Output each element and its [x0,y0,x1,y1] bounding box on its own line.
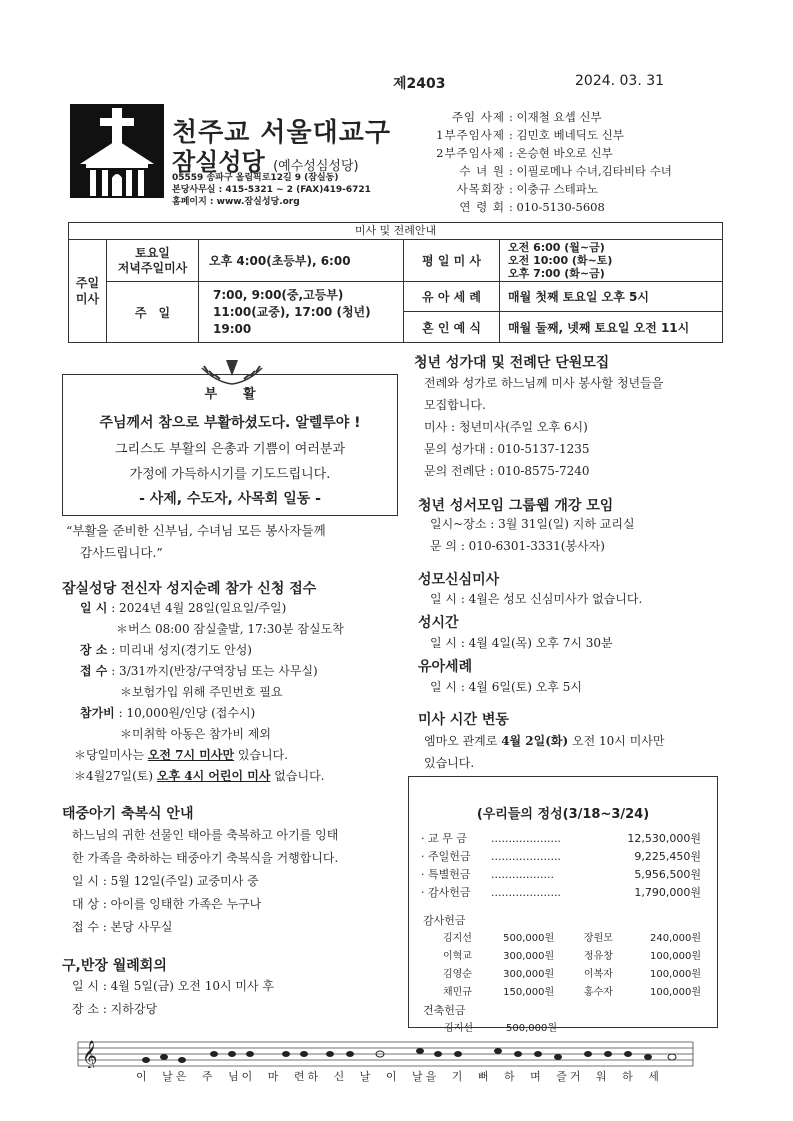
baby-line-2: 한 가족을 축하하는 태중아기 축복식을 거행합니다. [72,851,339,865]
holy-hour-body: 일 시 : 4월 4일(목) 오후 7시 30분 [430,636,613,650]
saturday-mass-time: 오후 4:00(초등부), 6:00 [199,240,404,282]
bible-study-heading: 청년 성서모임 그룹웹 개강 모임 [418,498,614,514]
date-value: : 2024년 4월 28일(일요일/주일) [111,601,287,615]
holy-hour-heading: 성시간 [418,615,459,631]
church-logo [70,104,164,198]
easter-greeting-box [62,374,398,516]
staff-row: 사목회장 : 이충규 스테파노 [456,182,598,196]
issue-date: 2024. 03. 31 [575,73,665,89]
baby-line-1: 하느님의 귀한 선물인 태아를 축복하고 아기를 잉태 [72,828,339,842]
parish-subname: (예수성심성당) [273,159,359,174]
easter-signature: - 사제, 수도자, 사목회 일동 - [139,491,321,507]
building-heading: 건축헌금 [423,1004,466,1017]
place-value: : 미리내 성지(경기도 안성) [111,643,252,657]
pilgrimage-heading: 잠실성당 전신자 성지순례 참가 신청 접수 [62,581,317,597]
wedding-label: 혼 인 예 식 [404,312,500,342]
staff-row: 수 녀 원 : 이필로메나 수녀,김타비타 수녀 [459,164,672,178]
offering-heading: (우리들의 정성(3/18~3/24) [476,807,650,822]
gift-row: 김영순 300,000원 이복자 100,000원 [442,969,701,980]
staff-list [430,108,672,216]
mass-change-body [424,730,664,774]
mass-change-line-1: 엠마오 관계로 4월 2일(화) 오전 10시 미사만 [424,734,665,748]
staff-row: 주임 사제 : 이재철 요셉 신부 [451,110,602,124]
baby-line-5: 접 수 : 본당 사무실 [72,920,173,934]
easter-line-1: 주님께서 참으로 부활하셨도다. 알렐루야 ! [99,415,361,431]
song-lyrics: 이 날은 주 님이 마 련하 신 날 이 날을 기 뻐 하 며 즐거 워 하 세 [136,1070,662,1083]
offering-row: · 교 무 금 .................... 12,530,000원 [421,832,701,845]
offering-row: · 주일헌금 .................... 9,225,450원 [421,850,701,863]
meeting-line-2: 장 소 : 지하강당 [72,1002,158,1016]
meeting-body [72,975,274,1021]
easter-title: 부 활 [204,387,256,402]
sunday-mass-label: 주일 미사 [69,240,107,342]
offering-totals [421,830,701,902]
bible-study-body [430,513,635,557]
staff-row: 2부주임사제 : 온승현 바오로 신부 [436,146,613,160]
address-line: 05559 송파구 올림픽로12길 9 (잠실동) [172,173,339,183]
infant-baptism-time: 매월 첫째 토요일 오후 5시 [500,282,722,312]
parish-address [172,172,371,208]
issue-number: 제2403 [393,76,446,92]
mass-change-line-2: 있습니다. [424,756,475,770]
bus-note: ＊버스 08:00 잠실출발, 17:30분 잠실도착 [116,622,344,636]
weekday-mass-label: 평 일 미 사 [404,240,500,282]
insurance-note: ＊보험가입 위해 주민번호 필요 [120,685,283,699]
thanksgiving-heading: 감사헌금 [423,914,466,927]
thanks-note [66,520,326,564]
marian-mass-body: 일 시 : 4월은 성모 신심미사가 없습니다. [430,592,643,606]
bible-line-1: 일시~장소 : 3월 31일(일) 지하 교리실 [430,517,635,531]
baby-line-3: 일 시 : 5월 12일(주일) 교중미사 중 [72,874,259,888]
easter-line-2: 그리스도 부활의 은총과 기쁨이 여러분과 [114,442,345,457]
choir-line-3: 미사 : 청년미사(주일 오후 6시) [424,420,588,434]
music-staff [68,1040,703,1068]
phone-line: 본당사무실 : 415-5321 ~ 2 (FAX)419-6721 [172,185,371,195]
fee-key: 참가비 [80,706,115,720]
fee-value: : 10,000원/인당 (접수시) [118,706,256,720]
bible-line-2: 문 의 : 010-6301-3331(봉사자) [430,539,605,553]
choir-body [424,372,663,482]
baby-blessing-heading: 태중아기 축복식 안내 [62,806,194,822]
thanks-line-1: “부활을 준비한 신부님, 수녀님 모든 봉사자들께 [66,523,326,538]
infant-baptism-label: 유 아 세 례 [404,282,500,312]
offering-row: · 감사헌금 .................... 1,790,000원 [421,886,701,899]
choir-line-2: 모집합니다. [424,398,486,412]
gift-row: 김지선 500,000원 장원모 240,000원 [442,933,701,944]
offering-box [408,776,718,1034]
parish-diocese: 천주교 서울대교구 [172,118,391,148]
place-key: 장 소 [80,643,108,657]
staff-row: 1부주임사제 : 김민호 베네딕도 신부 [436,128,624,142]
mass-table-heading: 미사 및 전례안내 [69,223,722,240]
gift-row: 김지선 500,000원 [444,1023,557,1034]
choir-line-4: 문의 성가대 : 010-5137-1235 [424,442,590,456]
saturday-mass-label: 토요일 저녁주일미사 [107,240,199,282]
homepage-line: 홈페이지 : www.잠실성당.org [172,197,300,207]
meeting-line-1: 일 시 : 4월 5일(금) 오전 10시 미사 후 [72,979,274,993]
easter-line-3: 가정에 가득하시기를 기도드립니다. [129,467,331,482]
weekday-mass-time: 오전 6:00 (월~금) 오전 10:00 (화~토) 오후 7:00 (화~금) [500,240,722,282]
baby-blessing-body [72,824,338,939]
thanksgiving-gifts [423,912,701,1038]
choir-line-1: 전례와 성가로 하느님께 미사 봉사할 청년들을 [424,376,664,390]
music-notes-icon [68,1040,703,1068]
mass-note-2: ＊4월27일(토) 오후 4시 어린이 미사 없습니다. [74,769,325,783]
choir-line-5: 문의 전례단 : 010-8575-7240 [424,464,590,478]
offering-row: · 특별헌금 .................. 5,956,500원 [421,868,701,881]
sunday-label: 주 일 [107,282,199,342]
choir-heading: 청년 성가대 및 전례단 단원모집 [414,355,610,371]
apply-key: 접 수 [80,664,108,678]
marian-mass-heading: 성모신심미사 [418,572,500,588]
gift-row: 채민규 150,000원 홍수자 100,000원 [442,987,701,998]
pilgrimage-details [74,598,344,787]
gift-row: 이혁교 300,000원 정유창 100,000원 [442,951,701,962]
infant-baptism-heading: 유아세례 [418,659,473,675]
meeting-heading: 구,반장 월례회의 [62,958,167,974]
sunday-mass-time: 7:00, 9:00(중,고등부) 11:00(교중), 17:00 (청년) 19:00 [199,282,404,342]
parish-name: 잠실성당 (예수성심성당) [172,148,359,176]
fee-note: ＊미취학 아동은 참가비 제외 [120,727,271,741]
wedding-time: 매월 둘째, 넷째 토요일 오전 11시 [508,320,690,335]
mass-change-heading: 미사 시간 변동 [418,712,509,728]
mass-note-1: ＊당일미사는 오전 7시 미사만 있습니다. [74,748,289,762]
thanks-line-2: 감사드립니다.” [80,545,163,560]
baby-line-4: 대 상 : 아이를 잉태한 가족은 누구나 [72,897,262,911]
staff-row: 연 령 회 : 010-5130-5608 [459,200,605,214]
infant-baptism-body: 일 시 : 4월 6일(토) 오후 5시 [430,680,582,694]
date-key: 일 시 [80,601,108,615]
apply-value: : 3/31까지(반장/구역장님 또는 사무실) [111,664,318,678]
svg-text:𝄞: 𝄞 [82,1041,98,1068]
mass-schedule-table [68,222,723,343]
